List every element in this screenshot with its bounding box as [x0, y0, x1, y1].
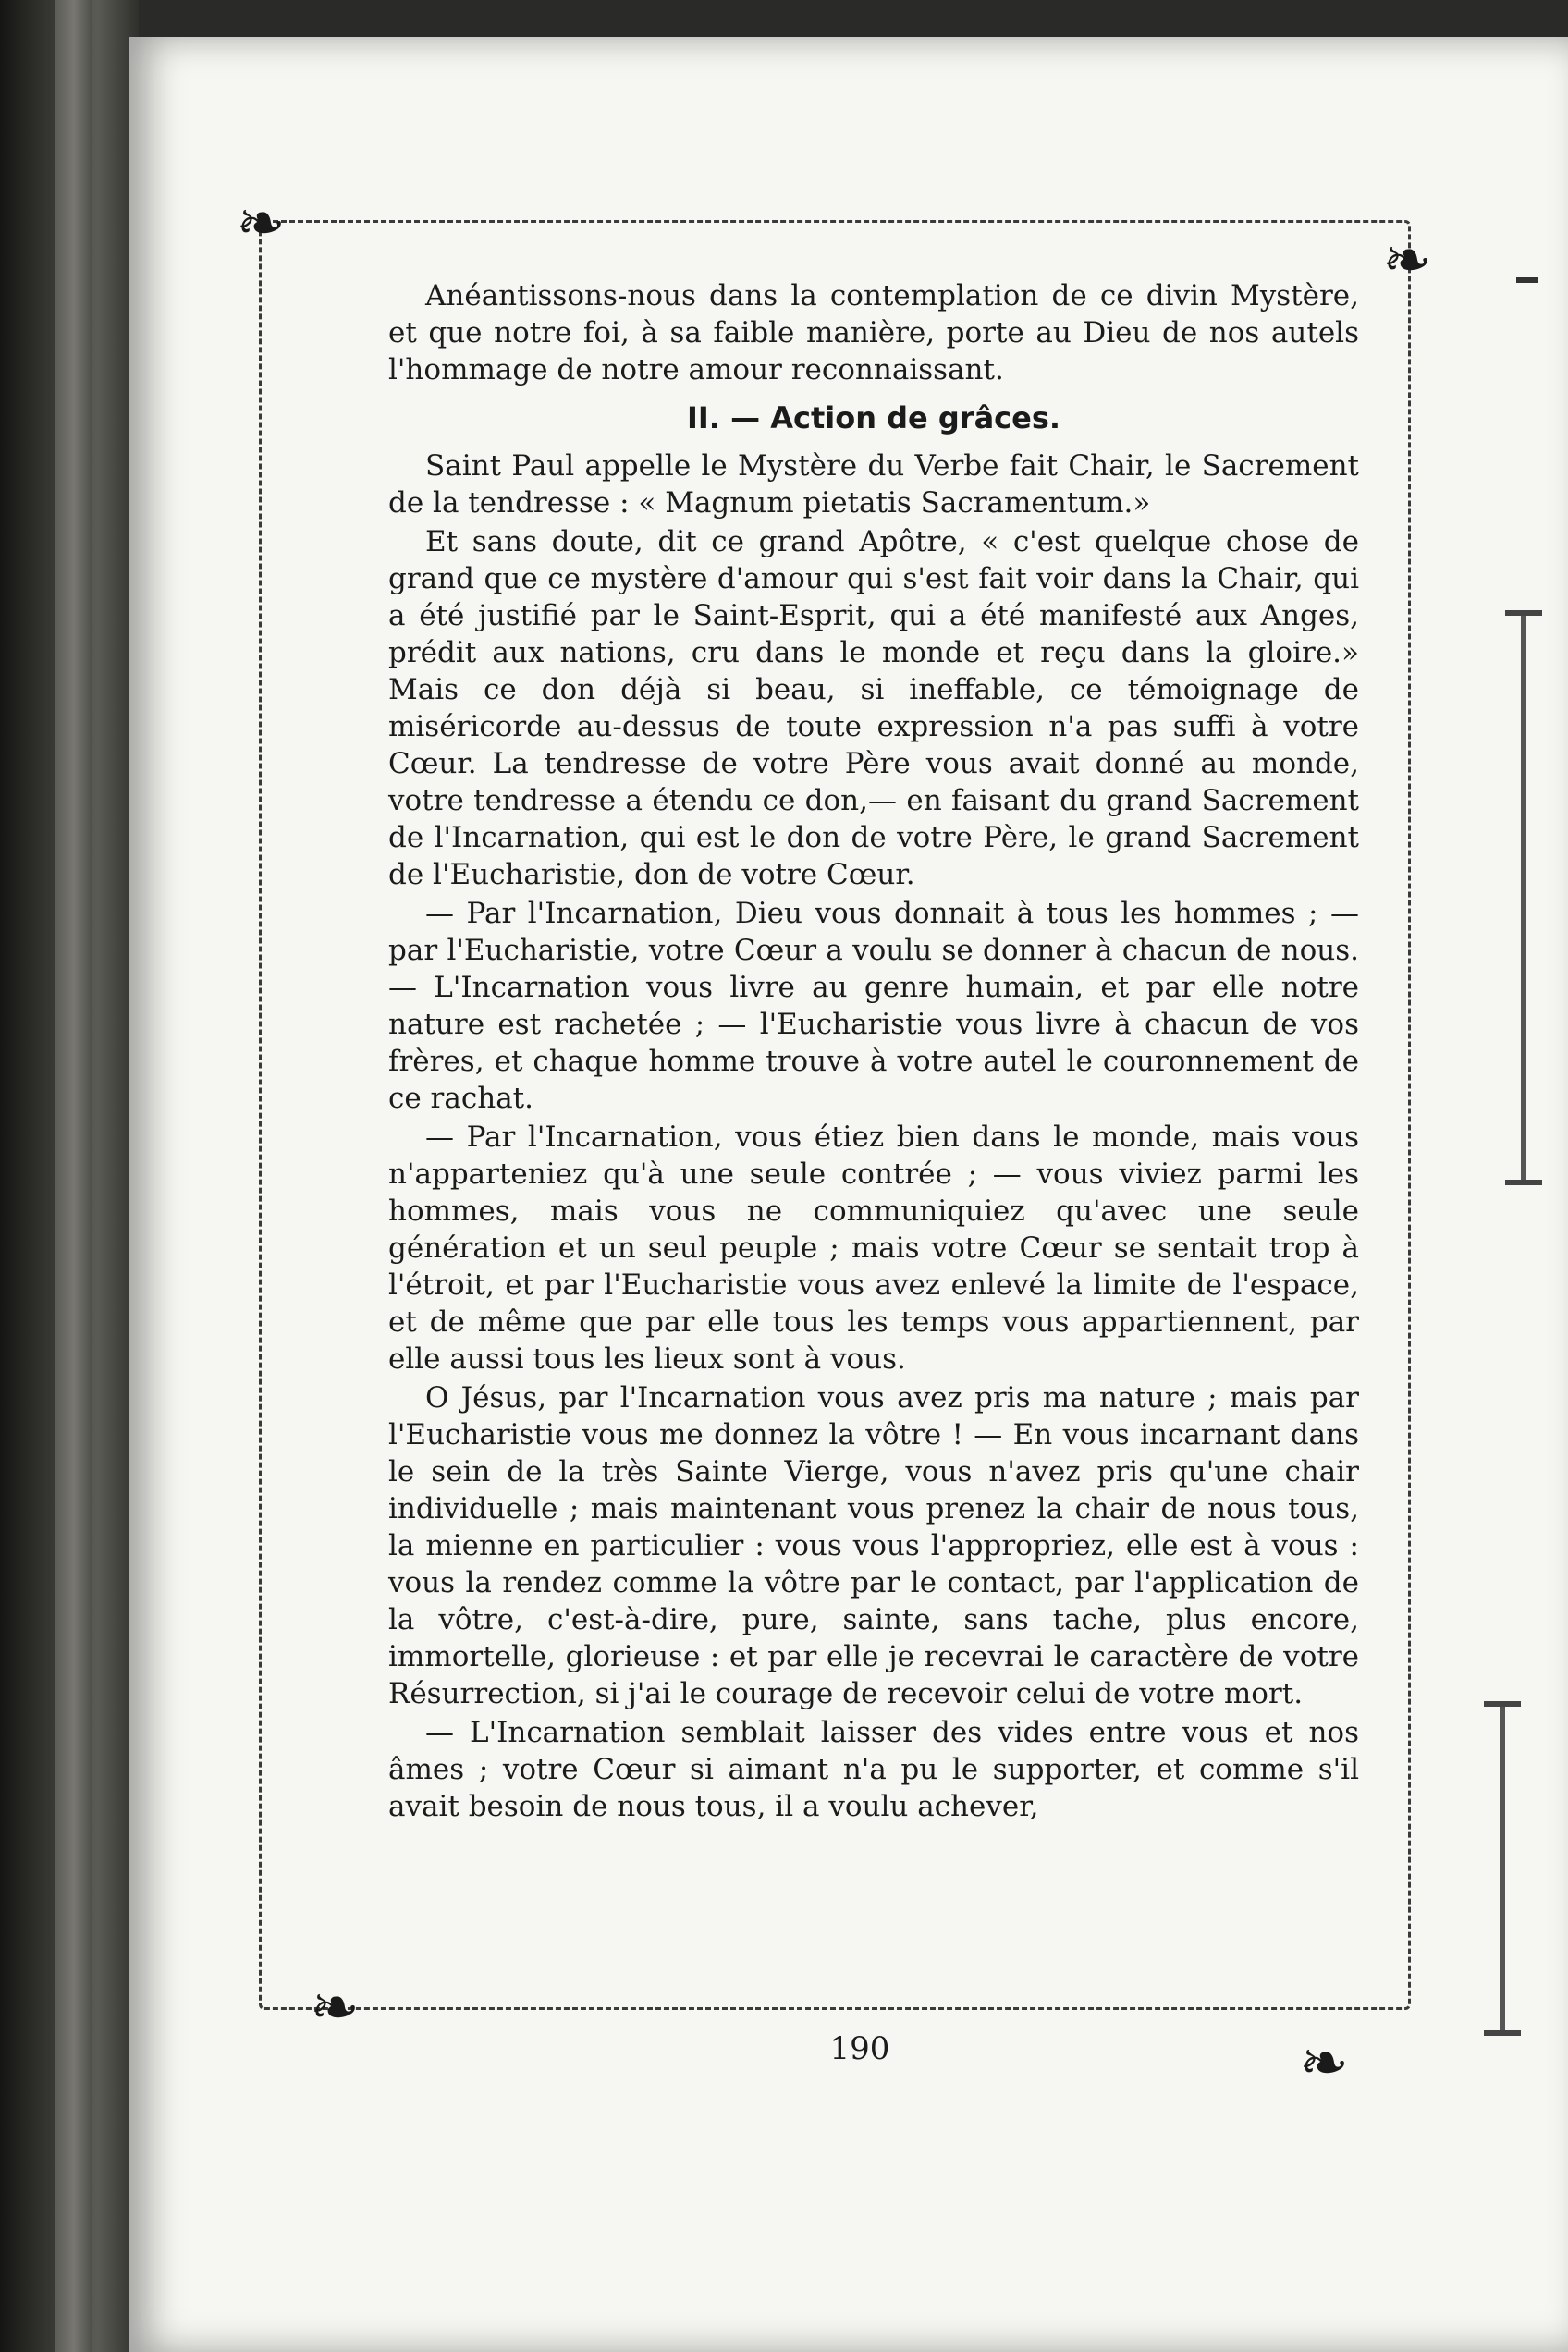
page-number: 190: [829, 2030, 890, 2067]
binding-clip: [1521, 610, 1526, 1183]
paragraph: O Jésus, par l'Incarnation vous avez pris ma nature ; mais par l'Eucharistie vous me donnez la vôtre ! — En vous incarnant dans le sein de la très Sainte Vierge, vous n'avez pris qu'une chair individuelle ; mais maintenant vous prenez la chair de nous tous, la mienne en particulier : vous vous l'appropriez, elle est à vous : vous la rendez comme la vôtre par le contact, par l'application de la vôtre, c'est-à-dire, pure, sainte, sans tache, plus encore, immortelle, glorieuse : et par elle je recevrai le caractère de votre Résurrection, si j'ai le courage de recevoir celui de votre mort.: [388, 1381, 1359, 1710]
book-spine-edge: [55, 0, 92, 2352]
binding-clip-cap: [1505, 1180, 1542, 1185]
binding-clip-cap: [1484, 1701, 1521, 1707]
scan-mark: [1516, 277, 1538, 283]
paragraph: — Par l'Incarnation, vous étiez bien dans le monde, mais vous n'apparteniez qu'à une seule contrée ; — vous viviez parmi les hommes, mais vous ne communiquiez qu'avec une seule génération et un seul peuple ; mais votre Cœur se sentait trop à l'étroit, et par l'Eucharistie vous avez enlevé la limite de l'espace, et de même que par elle tous les temps vous appartiennent, par elle aussi tous les lieux sont à vous.: [388, 1121, 1359, 1376]
leaf-ornament-icon: ❧: [1382, 227, 1432, 295]
page-body: [388, 277, 1359, 1827]
paragraph: — Par l'Incarnation, Dieu vous donnait à tous les hommes ; — par l'Eucharistie, votre Cœur a voulu se donner à chacun de nous. — L'Incarnation vous livre au genre humain, et par elle notre nature est rachetée ; — l'Eucharistie vous livre à chacun de vos frères, et chaque homme trouve à votre autel le couronnement de ce rachat.: [388, 897, 1359, 1115]
paragraph: Saint Paul appelle le Mystère du Verbe fait Chair, le Sacrement de la tendresse : « Magnum pietatis Sacramentum.»: [388, 449, 1359, 520]
paragraph: Anéantissons-nous dans la contemplation de ce divin Mystère, et que notre foi, à sa faible manière, porte au Dieu de nos autels l'hommage de notre amour reconnaissant.: [388, 279, 1359, 386]
paragraph: — L'Incarnation semblait laisser des vides entre vous et nos âmes ; votre Cœur si aimant n'a pu le supporter, et comme s'il avait besoin de nous tous, il a voulu achever,: [388, 1716, 1359, 1823]
leaf-ornament-icon: ❧: [236, 190, 286, 258]
section-heading: II. — Action de grâces.: [686, 400, 1061, 435]
binding-clip: [1500, 1701, 1505, 2034]
paragraph: Et sans doute, dit ce grand Apôtre, « c'est quelque chose de grand que ce mystère d'amour qui s'est fait voir dans la Chair, qui a été justifié par le Saint-Esprit, qui a été manifesté aux Anges, prédit aux nations, cru dans le monde et reçu dans la gloire.» Mais ce don déjà si beau, si ineffable, ce témoignage de miséricorde au-dessus de toute expression n'a pas suffi à votre Cœur. La tendresse de votre Père vous avait donné au monde, votre tendresse a étendu ce don,— en faisant du grand Sacrement de l'Incarnation, qui est le don de votre Père, le grand Sacrement de l'Eucharistie, don de votre Cœur.: [388, 525, 1359, 891]
leaf-ornament-icon: ❧: [310, 1974, 360, 2042]
binding-clip-cap: [1484, 2030, 1521, 2036]
leaf-ornament-icon: ❧: [1299, 2029, 1349, 2098]
binding-clip-cap: [1505, 610, 1542, 616]
